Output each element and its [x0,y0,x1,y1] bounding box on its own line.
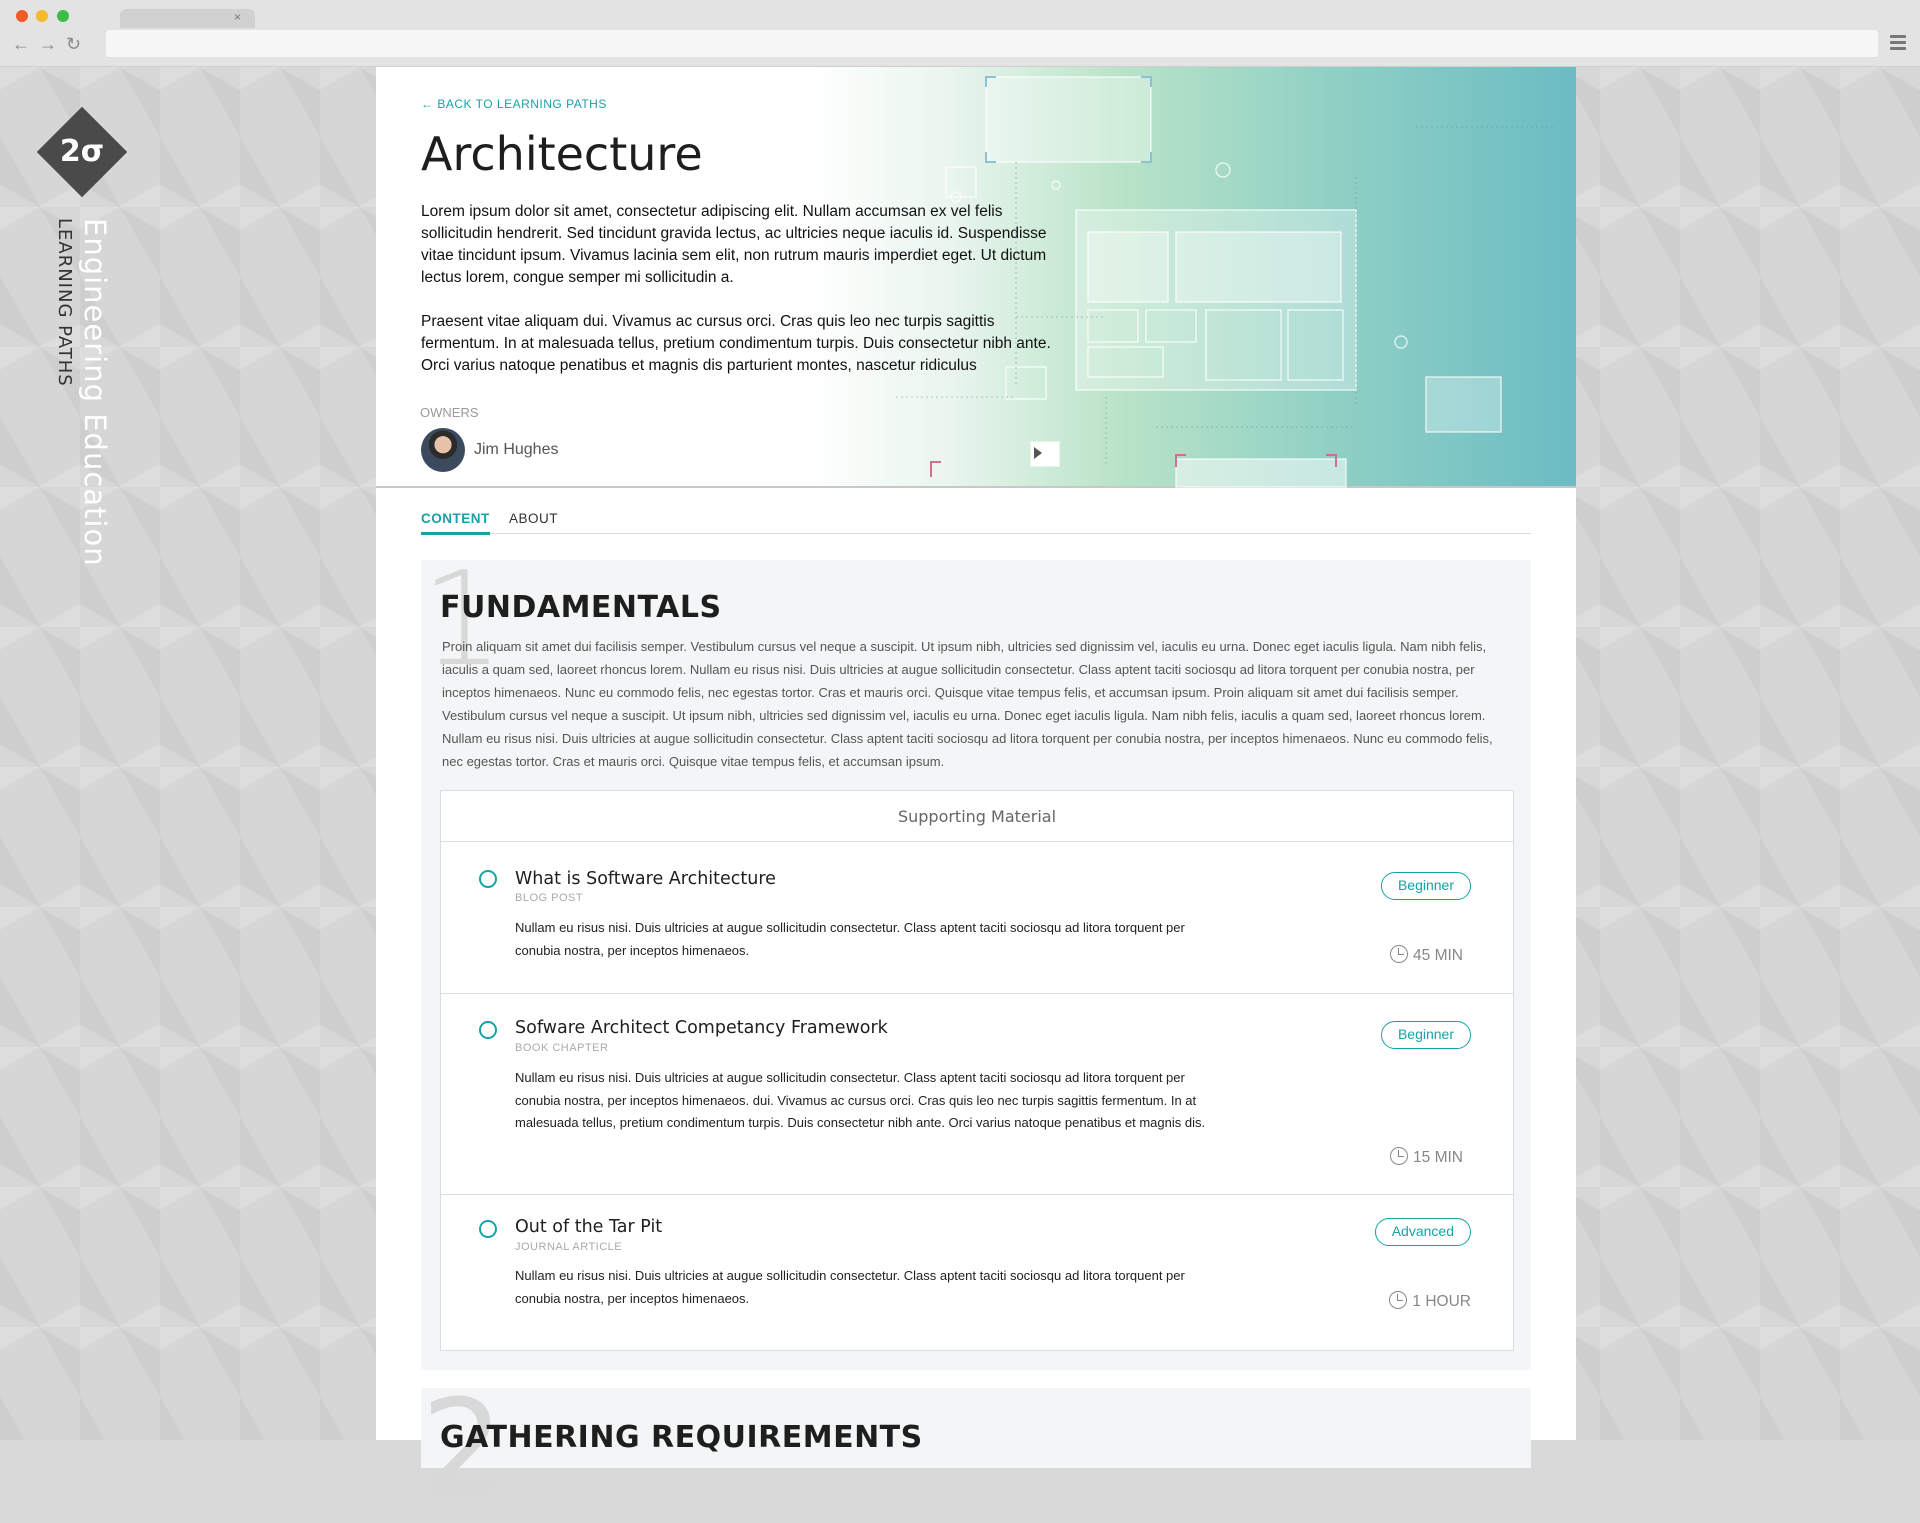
logo-text: 2σ [59,134,105,169]
item-type: BOOK CHAPTER [515,1042,609,1054]
duration-text: 15 MIN [1413,1149,1463,1166]
item-description: Nullam eu risus nisi. Duis ultricies at augue sollicitudin consectetur. Class aptent taciti sociosqu ad litora torquent per conubia nostra, per inceptos himenaeos. [515,920,1185,958]
module-number: 2 [421,1371,504,1523]
supporting-material-panel [440,790,1514,1351]
close-window-icon[interactable] [16,10,28,22]
level-badge: Advanced [1375,1218,1471,1246]
material-item[interactable] [441,843,1513,994]
item-description: Nullam eu risus nisi. Duis ultricies at augue sollicitudin consectetur. Class aptent taciti sociosqu ad litora torquent per conubia nostra, per inceptos himenaeos. dui. Vivamus ac cursus orci. Cras quis leo nec turpis sagittis fermentum. In at malesuada tellus, pretium condimentum turpis. Duis consectetur nibh ante. Orci varius natoque penatibus et magnis dis. [515,1070,1206,1130]
content-tabs [421,504,1531,534]
main-card [376,67,1576,1523]
clock-icon [1390,1147,1408,1165]
module-description: Proin aliquam sit amet dui facilisis semper. Vestibulum cursus vel neque a suscipit. Ut ipsum nibh, ultricies sed dignissim vel, iaculis eu urna. Donec eget iaculis ligula. Nam nibh felis, iaculis a quam sed, laoreet rhoncus lorem. Nullam eu risus nisi. Duis ultricies at augue sollicitudin consectetur. Class aptent taciti sociosqu ad litora torquent per conubia nostra, per inceptos himenaeos. Nunc eu commodo felis, nec egestas tortor. Cras et mauris orci. Quisque vitae tempus felis, et accumsan ipsum. Proin aliquam sit amet dui facilisis semper. Vestibulum cursus vel neque a suscipit. Ut ipsum nibh, ultricies sed dignissim vel, iaculis eu urna. Donec eget iaculis ligula. Nam nibh felis, iaculis a quam sed, laoreet rhoncus lorem. Nullam eu risus nisi. Duis ultricies at augue sollicitudin consectetur. Class aptent taciti sociosqu ad litora torquent per conubia nostra, per inceptos himenaeos. Nunc eu commodo felis, nec egestas tortor. Cras et mauris orci. Quisque vitae tempus felis, et accumsan ipsum. [442,639,1493,769]
maximize-window-icon[interactable] [57,10,69,22]
module-title: FUNDAMENTALS [440,590,722,625]
tab-about[interactable]: ABOUT [509,511,559,526]
duration [1390,1147,1463,1167]
hamburger-menu-icon[interactable] [1890,35,1906,53]
duration [1389,1291,1471,1311]
item-description: Nullam eu risus nisi. Duis ultricies at augue sollicitudin consectetur. Class aptent taciti sociosqu ad litora torquent per conubia nostra, per inceptos himenaeos. [515,1268,1185,1306]
description-paragraph: Lorem ipsum dolor sit amet, consectetur adipiscing elit. Nullam accumsan ex vel felis sollicitudin hendrerit. Sed tincidunt gravida lectus, ac ultricies neque iaculis id. Suspendisse vitae tincidunt ipsum. Vivamus lacinia sem elit, non rutrum mauris imperdiet eget. Ut dictum lectus lorem, congue semper mi sollicitudin a. [421,203,1047,286]
browser-chrome [0,0,1920,67]
material-item[interactable] [441,1195,1513,1350]
hero-banner [376,67,1576,488]
clock-icon [1390,945,1408,963]
page-description [421,201,1061,399]
supporting-material-header: Supporting Material [441,791,1513,842]
tab-close-icon[interactable]: × [234,10,242,24]
brand-title: Engineering Education [78,218,112,567]
description-paragraph: Praesent vitae aliquam dui. Vivamus ac cursus orci. Cras quis leo nec turpis sagittis fermentum. In at malesuada tellus, pretium condimentum turpis. Duis consectetur nibh ante. Orci varius natoque penatibus et magnis dis parturient montes, nascetur ridiculus [421,313,1051,374]
module-fundamentals [421,543,1531,1370]
completion-radio[interactable] [479,870,497,888]
reload-icon[interactable]: ↻ [66,34,82,54]
forward-arrow-icon[interactable]: → [39,34,57,54]
clock-icon [1389,1291,1407,1309]
owners-label: OWNERS [420,405,479,420]
brand-subtitle: LEARNING PATHS [54,218,75,387]
back-to-learning-paths-link[interactable]: ← BACK TO LEARNING PATHS [421,97,607,111]
module-gathering-requirements [421,1371,1531,1523]
minimize-window-icon[interactable] [36,10,48,22]
item-title[interactable]: Sofware Architect Competancy Framework [515,1018,888,1038]
duration-text: 1 HOUR [1412,1293,1471,1310]
completion-radio[interactable] [479,1021,497,1039]
module-number: 1 [421,543,504,695]
duration [1390,945,1463,965]
item-type: JOURNAL ARTICLE [515,1241,623,1253]
owner-name[interactable]: Jim Hughes [474,441,559,458]
owner-avatar[interactable] [421,428,465,472]
level-badge: Beginner [1381,1021,1471,1049]
level-badge: Beginner [1381,872,1471,900]
completion-radio[interactable] [479,1220,497,1238]
item-title[interactable]: What is Software Architecture [515,869,776,889]
material-item[interactable] [441,994,1513,1195]
tab-content[interactable]: CONTENT [421,511,490,535]
module-title: GATHERING REQUIREMENTS [440,1420,923,1455]
item-title[interactable]: Out of the Tar Pit [515,1217,663,1237]
page-title: Architecture [421,127,703,181]
duration-text: 45 MIN [1413,947,1463,964]
back-arrow-icon[interactable]: ← [12,34,30,54]
address-bar[interactable] [106,30,1878,57]
item-type: BLOG POST [515,892,584,904]
